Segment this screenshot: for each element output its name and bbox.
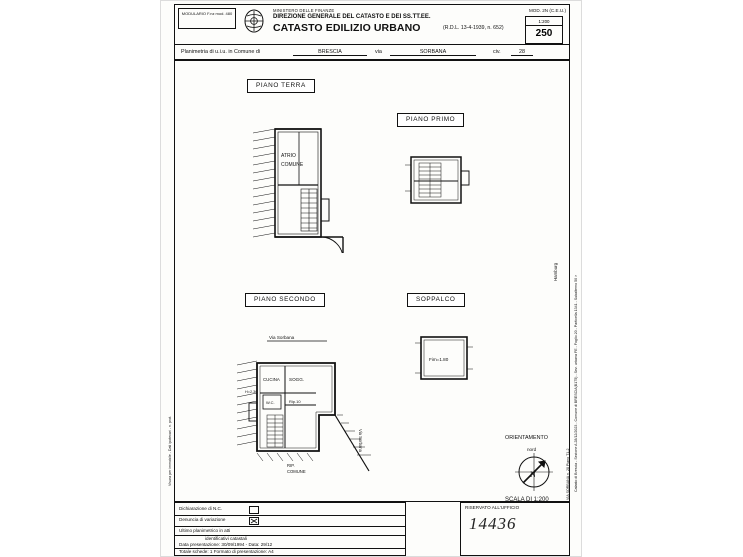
left-margin-note: Visura per immobile - Dati ipotecari - n. prot. <box>168 415 172 486</box>
orientation-label: ORIENTAMENTO <box>505 435 548 441</box>
svg-text:RIP.: RIP. <box>287 463 295 468</box>
plan-piano-secondo <box>223 319 393 479</box>
via-value: SORBANA <box>390 49 476 56</box>
svg-text:ATRIO: ATRIO <box>281 153 296 159</box>
plan-piano-primo <box>403 151 475 213</box>
compass-icon <box>511 449 557 495</box>
office-block <box>460 502 570 556</box>
civ-label: civ. <box>493 49 501 55</box>
planimetria-prefix: Planimetria di u.i.u. in Comune di <box>181 49 261 55</box>
scale-value: 250 <box>535 28 553 39</box>
declaration-row-0: Dichiarazione di N.C. <box>179 506 223 511</box>
svg-text:Via Sorbana: Via Sorbana <box>269 335 295 340</box>
svg-text:H=2.36: H=2.36 <box>245 390 258 394</box>
side-note-address: VIA SORBANA n. 28 Piano T1-2 <box>566 448 570 500</box>
checkbox-denuncia[interactable] <box>249 517 259 525</box>
plan-soppalco <box>411 329 483 391</box>
ministry-label: MINISTERO DELLE FINANZE <box>273 8 335 13</box>
republic-emblem-icon <box>241 8 267 34</box>
scale-box <box>525 16 563 44</box>
cadastral-sheet <box>160 0 582 557</box>
modulario-stamp: MODULARIO F.nz mod. 480 <box>178 8 236 29</box>
svg-text:Via Sorbana: Via Sorbana <box>358 429 363 452</box>
orientation-north-label: nord <box>527 447 537 452</box>
page-margin-left <box>0 0 160 557</box>
checkbox-dichiarazione[interactable] <box>249 506 259 514</box>
declaration-row-2: Ultimo planimetrico in atti <box>179 528 231 533</box>
svg-text:CUCINA: CUCINA <box>263 377 280 382</box>
header-row-2 <box>175 44 569 59</box>
svg-text:W.C.: W.C. <box>266 400 275 405</box>
plan-label-piano-secondo: PIANO SECONDO <box>245 293 325 307</box>
direction-label: DIREZIONE GENERALE DEL CATASTO E DEI SS.TT.EE. <box>273 14 431 20</box>
scale-label: 1:200 <box>526 19 562 26</box>
svg-text:COMUNE: COMUNE <box>287 469 306 474</box>
declaration-block <box>174 502 406 556</box>
side-note-catasto: Catasto di Brescia - Sezione A 28/12/2023 - Comune di BRESCIA(B175) - Sez. urbana FE - Foglio 20 - Particella 1341 - Subalterno 50 > <box>574 274 578 492</box>
document-title: CATASTO EDILIZIO URBANO <box>273 22 421 34</box>
svg-text:SOGG.: SOGG. <box>289 377 305 382</box>
header-block <box>174 4 570 60</box>
office-number: 14436 <box>469 514 517 533</box>
page-margin-right <box>582 0 743 557</box>
scale-line: SCALA DI 1:200 <box>505 497 549 503</box>
svg-text:Fim=1.80: Fim=1.80 <box>429 357 449 362</box>
svg-text:Rip.10: Rip.10 <box>289 399 301 404</box>
declaration-row-5: Totale schede: 1 Formato di presentazione: A4 <box>179 549 274 554</box>
drawing-frame <box>174 60 570 502</box>
plan-label-soppalco: SOPPALCO <box>407 293 465 307</box>
plan-label-piano-primo: PIANO PRIMO <box>397 113 464 127</box>
svg-text:COMUNE: COMUNE <box>281 162 304 168</box>
via-label: via <box>375 49 382 55</box>
declaration-row-3: identificativi catastali <box>205 536 247 541</box>
office-title: RISERVATO ALL'UFFICIO <box>465 505 520 510</box>
plan-label-piano-terra: PIANO TERRA <box>247 79 315 93</box>
civ-value: 28 <box>511 49 533 56</box>
comune-value: BRESCIA <box>293 49 367 56</box>
svg-text:N: N <box>530 470 536 479</box>
law-reference: (R.D.L. 13-4-1939, n. 652) <box>443 25 504 31</box>
side-note-hamburg: Hamburg <box>553 262 558 281</box>
declaration-row-1: Denuncia di variazione <box>179 517 226 522</box>
mod-code: MOD. 2N (C.E.U.) <box>528 8 566 13</box>
declaration-row-4: Data presentazione: 30/09/1994 - Data: 29/12 <box>179 542 273 547</box>
plan-piano-terra <box>233 113 363 253</box>
